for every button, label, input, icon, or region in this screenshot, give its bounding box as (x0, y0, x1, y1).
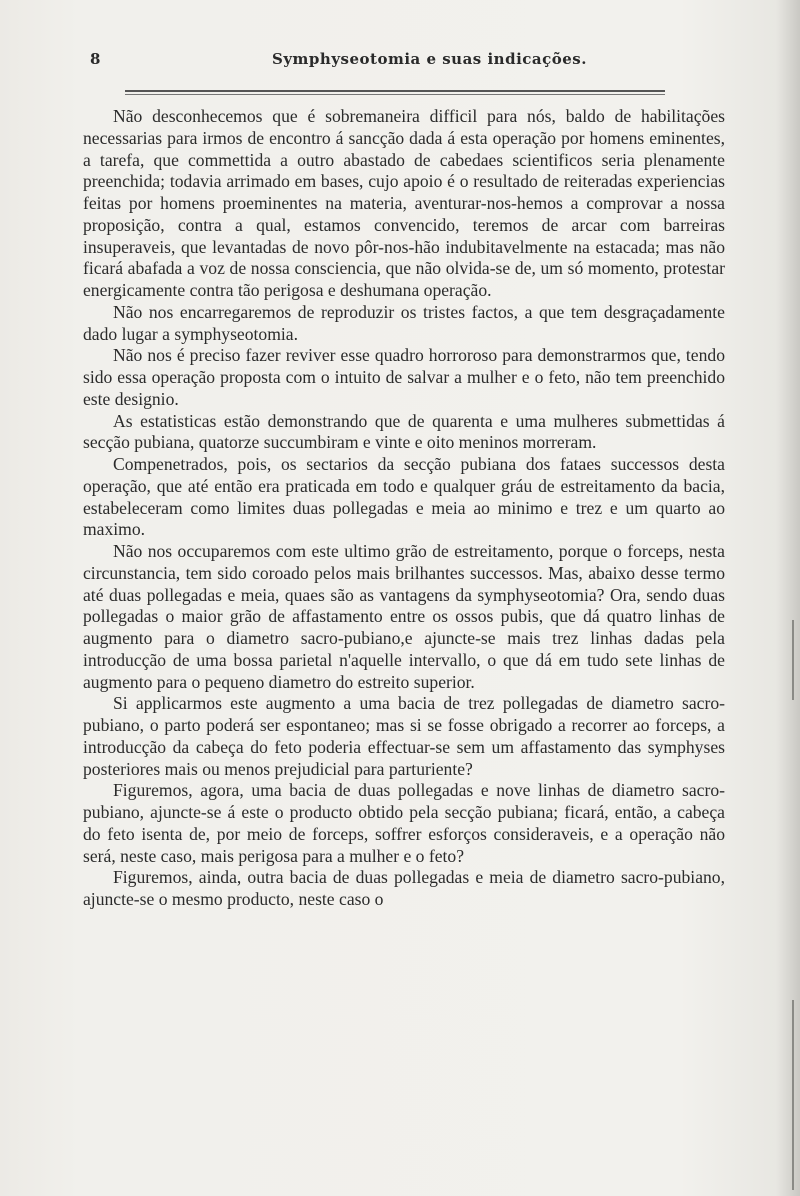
paragraph: Não nos é preciso fazer reviver esse quadro horroroso para demonstrarmos que, tendo sido essa operação proposta com o intuito de salvar a mulher e o feto, não tem preenchido este designio. (83, 345, 725, 409)
paragraph: Não desconhecemos que é sobremaneira difficil para nós, baldo de habilitações necessarias para irmos de encontro á sancção dada á esta operação por homens eminentes, a tarefa, que commettida a outro abastado de cabedaes scientificos seria plenamente preenchida; todavia arrimado em bases, cujo apoio é o resultado de reiteradas experiencias feitas por homens proeminentes na materia, aventurar-nos-hemos a comprovar a nossa proposição, contra a qual, estamos convencido, teremos de arcar com barreiras insuperaveis, que levantadas de novo pôr-nos-hão indubitavelmente na estacada; mas não ficará abafada a voz de nossa consciencia, que não olvida-se de, um só momento, protestar energicamente contra tão perigosa e deshumana operação. (83, 106, 725, 300)
running-title: Symphyseotomia e suas indicações. (272, 50, 587, 68)
paragraph: Figuremos, ainda, outra bacia de duas pollegadas e meia de diametro sacro-pubiano, ajuncte-se o mesmo producto, neste caso o (83, 867, 725, 909)
page-edge-shadow (792, 620, 794, 700)
body-text (83, 106, 725, 911)
paragraph: Compenetrados, pois, os sectarios da secção pubiana dos fataes successos desta operação, que até então era praticada em todo e qualquer gráu de estreitamento da bacia, estabeleceram como limites duas pollegadas e meia ao minimo e trez e um quarto ao maximo. (83, 454, 725, 540)
paragraph: Não nos occuparemos com este ultimo grão de estreitamento, porque o forceps, nesta circunstancia, tem sido coroado pelos mais brilhantes successos. Mas, abaixo desse termo até duas pollegadas e meia, quaes são as vantagens da symphyseotomia? Ora, sendo duas pollegadas o maior grão de affastamento entre os ossos pubis, que dá quatro linhas de augmento para o diametro sacro-pubiano,e ajuncte-se mais trez linhas dadas pela introducção de uma bossa parietal n'aquelle intervallo, o que dá em tudo sete linhas de augmento para o pequeno diametro do estreito superior. (83, 541, 725, 692)
paragraph: Não nos encarregaremos de reproduzir os tristes factos, a que tem desgraçadamente dado lugar a symphyseotomia. (83, 301, 725, 344)
paragraph: Figuremos, agora, uma bacia de duas pollegadas e nove linhas de diametro sacro-pubiano, ajuncte-se á este o producto obtido pela secção pubiana; ficará, então, a cabeça do feto isenta de, por meio de forceps, soffrer esforços consideraveis, e a operação não será, neste caso, mais perigosa para a mulher e o feto? (83, 780, 725, 866)
paragraph: As estatisticas estão demonstrando que de quarenta e uma mulheres submettidas á secção pubiana, quatorze succumbiram e vinte e oito meninos morreram. (83, 410, 725, 453)
paragraph: Si applicarmos este augmento a uma bacia de trez pollegadas de diametro sacro-pubiano, o parto poderá ser espontaneo; mas si se fosse obrigado a recorrer ao forceps, a introducção da cabeça do feto poderia effectuar-se sem um affastamento das symphyses posteriores mais ou menos prejudicial para parturiente? (83, 693, 725, 779)
page-edge-shadow (792, 1000, 794, 1190)
page-number: 8 (90, 50, 101, 68)
header-rule-thin (125, 94, 665, 95)
header-rule-thick (125, 90, 665, 92)
